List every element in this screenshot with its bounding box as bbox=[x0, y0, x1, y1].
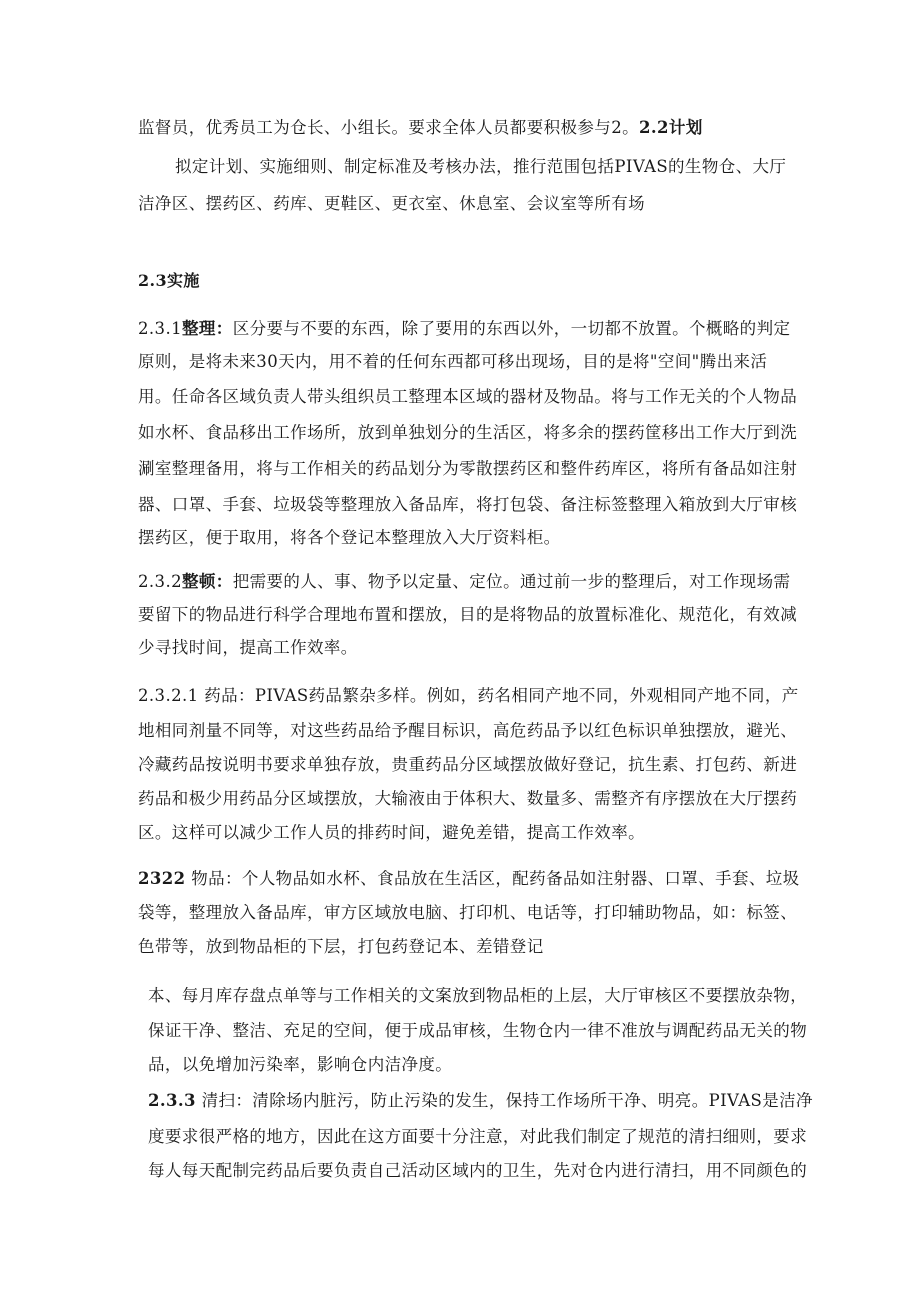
text-line bbox=[138, 685, 799, 707]
text-line: 保证干净、整洁、充足的空间，便于成品审核，生物仓内一律不准放与调配药品无关的物 bbox=[148, 1021, 808, 1040]
text-span: 药品：PIVAS药品繁杂多样。例如，药名相同产地不同，外观相同产地不同，产 bbox=[204, 686, 799, 705]
text-line: 原则，是将未来30天内，用不着的任何东西都可移出现场，目的是将"空间"腾出来活 bbox=[138, 352, 768, 371]
text-line: 拟定计划、实施细则、制定标准及考核办法，推行范围包括PIVAS的生物仓、大厅 bbox=[175, 157, 787, 176]
item-number: 2.3.2 bbox=[138, 572, 182, 591]
item-number: 2.3.3 bbox=[148, 1091, 196, 1110]
text-line: 度要求很严格的地方，因此在这方面要十分注意，对此我们制定了规范的清扫细则，要求 bbox=[148, 1127, 808, 1146]
text-line: 摆药区，便于取用，将各个登记本整理放入大厅资料柜。 bbox=[138, 528, 561, 547]
text-span: 监督员，优秀员工为仓长、小组长。要求全体人员都要积极参与 bbox=[138, 118, 612, 137]
text-line: 如水杯、食品移出工作场所，放到单独划分的生活区，将多余的摆药筐移出工作大厅到洗 bbox=[138, 423, 798, 442]
text-span: 2。 bbox=[611, 118, 640, 137]
text-line: 洁净区、摆药区、药库、更鞋区、更衣室、休息室、会议室等所有场 bbox=[138, 194, 645, 213]
text-line: 用。任命各区域负责人带头组织员工整理本区域的器材及物品。将与工作无关的个人物品 bbox=[138, 387, 798, 406]
item-number: 2.3.1 bbox=[138, 319, 182, 338]
text-line: 涮室整理备用，将与工作相关的药品划分为零散摆药区和整件药库区，将所有备品如注射 bbox=[138, 459, 798, 478]
text-line: 冷藏药品按说明书要求单独存放，贵重药品分区域摆放做好登记，抗生素、打包药、新进 bbox=[138, 755, 798, 774]
text-line: 区。这样可以减少工作人员的排药时间，避免差错，提高工作效率。 bbox=[138, 823, 645, 842]
text-line: 器、口罩、手套、垃圾袋等整理放入备品库，将打包袋、备注标签整理入箱放到大厅审核 bbox=[138, 495, 798, 514]
text-line bbox=[138, 318, 790, 340]
item-label: 整顿： bbox=[181, 572, 233, 591]
text-line: 袋等，整理放入备品库，审方区域放电脑、打印机、电话等，打印辅助物品，如：标签、 bbox=[138, 903, 798, 922]
item-number: 2322 bbox=[138, 869, 186, 888]
text-line: 每人每天配制完药品后要负责自己活动区域内的卫生，先对仓内进行清扫，用不同颜色的 bbox=[148, 1161, 808, 1180]
text-line: 色带等，放到物品柜的下层，打包药登记本、差错登记 bbox=[138, 937, 544, 956]
text-line: 品，以免增加污染率，影响仓内洁净度。 bbox=[148, 1055, 453, 1074]
text-line: 要留下的物品进行科学合理地布置和摆放，目的是将物品的放置标准化、规范化，有效减 bbox=[138, 605, 798, 624]
text-span: 把需要的人、事、物予以定量、定位。通过前一步的整理后，对工作现场需 bbox=[232, 572, 791, 591]
text-line: 药品和极少用药品分区域摆放，大输液由于体积大、数量多、需整齐有序摆放在大厅摆药 bbox=[138, 789, 798, 808]
text-line: 少寻找时间，提高工作效率。 bbox=[138, 638, 358, 657]
text-line bbox=[138, 868, 800, 890]
section-heading-2-2: 2.2计划 bbox=[639, 118, 703, 137]
section-heading-2-3: 2.3实施 bbox=[138, 271, 200, 290]
text-span: 区分要与不要的东西，除了要用的东西以外，一切都不放置。个概略的判定 bbox=[232, 319, 791, 338]
text-line bbox=[138, 571, 790, 593]
text-line bbox=[148, 1090, 813, 1112]
item-label: 整理： bbox=[181, 319, 233, 338]
text-line: 本、每月库存盘点单等与工作相关的文案放到物品柜的上层，大厅审核区不要摆放杂物， bbox=[148, 986, 808, 1005]
text-line: 地相同剂量不同等，对这些药品给予醒目标识，高危药品予以红色标识单独摆放，避光、 bbox=[138, 721, 798, 740]
text-line bbox=[138, 117, 703, 139]
text-span: 清扫：清除场内脏污，防止污染的发生，保持工作场所干净、明亮。PIVAS是洁净 bbox=[201, 1091, 813, 1110]
text-span: 物品：个人物品如水杯、食品放在生活区，配药备品如注射器、口罩、手套、垃圾 bbox=[191, 869, 800, 888]
item-number: 2.3.2.1 bbox=[138, 686, 199, 705]
